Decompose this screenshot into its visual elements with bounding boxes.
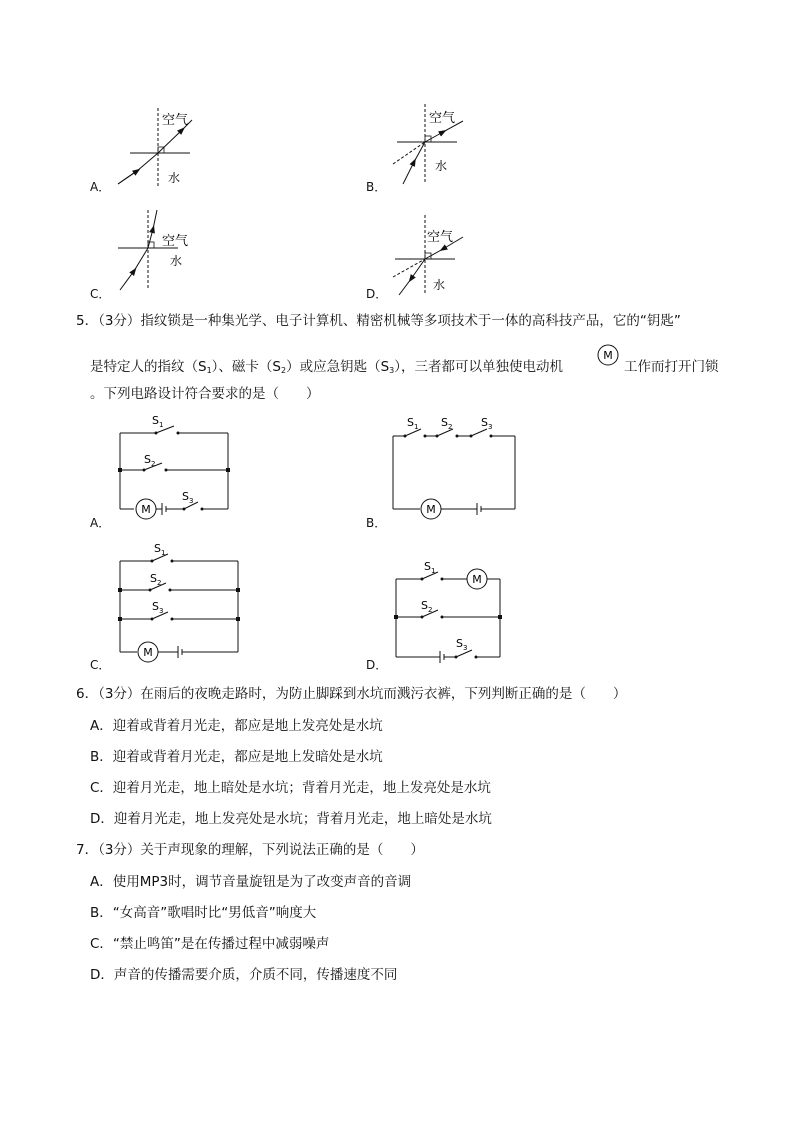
- q6-choice-b: B．迎着或背着月光走，都应是地上发暗处是水坑: [90, 749, 383, 765]
- q5-option-d-label: D．: [366, 658, 388, 672]
- svg-text:3: 3: [189, 497, 194, 505]
- svg-text:S: S: [152, 600, 159, 613]
- q5-circuit-c: [112, 540, 247, 670]
- q5-text-c: ）或应急钥匙（S: [286, 359, 390, 375]
- q4-diagram-a: [110, 108, 210, 193]
- q5-sub3: 3: [389, 366, 395, 375]
- q5-circuit-b: [385, 410, 525, 525]
- svg-text:M: M: [603, 349, 613, 362]
- q4-diagram-b: [385, 104, 485, 189]
- q4-option-c-label: C．: [90, 287, 111, 301]
- q5-option-a-label: A．: [90, 516, 111, 530]
- q4-a-water-label: 水: [168, 171, 181, 185]
- svg-text:S: S: [481, 416, 488, 429]
- q7-choice-a: A．使用MP3时，调节音量旋钮是为了改变声音的音调: [90, 874, 412, 890]
- motor-symbol-inline: [596, 343, 620, 367]
- q5-option-b-label: B．: [366, 516, 387, 530]
- q4-option-d-label: D．: [366, 287, 388, 301]
- svg-text:S: S: [456, 637, 463, 650]
- q5-circuit-a: [112, 408, 242, 528]
- svg-text:S: S: [421, 599, 428, 612]
- q7-choice-b: B．“女高音”歌唱时比“男低音”响度大: [90, 905, 317, 921]
- svg-text:S: S: [441, 416, 448, 429]
- q4-a-air-label: 空气: [162, 113, 189, 128]
- svg-text:2: 2: [448, 423, 453, 431]
- svg-text:S: S: [144, 453, 151, 466]
- q5-sub1: 1: [206, 366, 212, 375]
- q7-stem: 7．（3分）关于声现象的理解，下列说法正确的是（ ）: [76, 842, 424, 858]
- q6-choice-d: D．迎着月光走，地上发亮处是水坑；背着月光走，地上暗处是水坑: [90, 811, 492, 827]
- q5-stem-line3: 。下列电路设计符合要求的是（ ）: [90, 386, 320, 402]
- svg-text:2: 2: [428, 606, 433, 614]
- svg-text:S: S: [150, 572, 157, 585]
- svg-text:M: M: [141, 503, 151, 516]
- q6-choice-a: A．迎着或背着月光走，都应是地上发亮处是水坑: [90, 718, 383, 734]
- q4-diagram-d: [385, 213, 485, 298]
- svg-text:3: 3: [463, 644, 468, 652]
- q4-b-air-label: 空气: [429, 111, 456, 126]
- svg-text:2: 2: [157, 579, 162, 587]
- q5-option-c-label: C．: [90, 658, 111, 672]
- q4-c-water-label: 水: [170, 254, 183, 268]
- q5-circuit-d: [388, 557, 513, 667]
- svg-text:S: S: [154, 542, 161, 555]
- q5-text-b: ）、磁卡（S: [211, 359, 281, 375]
- q5-stem-line2: [90, 358, 563, 380]
- svg-text:1: 1: [431, 567, 436, 575]
- svg-text:1: 1: [414, 423, 419, 431]
- q7-choice-d: D．声音的传播需要介质，介质不同，传播速度不同: [90, 967, 398, 983]
- q5-text-a: 是特定人的指纹（S: [90, 359, 207, 375]
- q6-stem: 6．（3分）在雨后的夜晚走路时，为防止脚踩到水坑而溅污衣裤，下列判断正确的是（ ）: [76, 686, 627, 702]
- q5-stem-line1: 5．（3分）指纹锁是一种集光学、电子计算机、精密机械等多项技术于一体的高科技产品，它的“钥匙”: [76, 313, 681, 329]
- q5-text-d: ），三者都可以单独使电动机: [394, 359, 564, 375]
- svg-text:S: S: [407, 416, 414, 429]
- svg-text:M: M: [426, 503, 436, 516]
- svg-text:S: S: [152, 414, 159, 427]
- q4-diagram-c: [112, 205, 212, 295]
- svg-text:1: 1: [159, 421, 164, 429]
- q4-b-water-label: 水: [435, 159, 448, 173]
- q4-d-air-label: 空气: [427, 230, 454, 245]
- q4-option-a-label: A．: [90, 180, 111, 194]
- svg-text:1: 1: [161, 549, 166, 557]
- svg-text:M: M: [472, 573, 482, 586]
- svg-text:S: S: [424, 560, 431, 573]
- q5-stem-line2-tail: 工作而打开门锁: [624, 359, 719, 375]
- svg-text:3: 3: [488, 423, 493, 431]
- svg-text:S: S: [182, 490, 189, 503]
- q6-choice-c: C．迎着月光走，地上暗处是水坑；背着月光走，地上发亮处是水坑: [90, 780, 491, 796]
- svg-text:M: M: [143, 646, 153, 659]
- q4-d-water-label: 水: [433, 278, 446, 292]
- svg-text:3: 3: [159, 607, 164, 615]
- q4-c-air-label: 空气: [162, 234, 189, 249]
- q7-choice-c: C．“禁止鸣笛”是在传播过程中减弱噪声: [90, 936, 330, 952]
- svg-text:2: 2: [151, 460, 156, 468]
- q4-option-b-label: B．: [366, 180, 387, 194]
- q5-sub2: 2: [281, 366, 287, 375]
